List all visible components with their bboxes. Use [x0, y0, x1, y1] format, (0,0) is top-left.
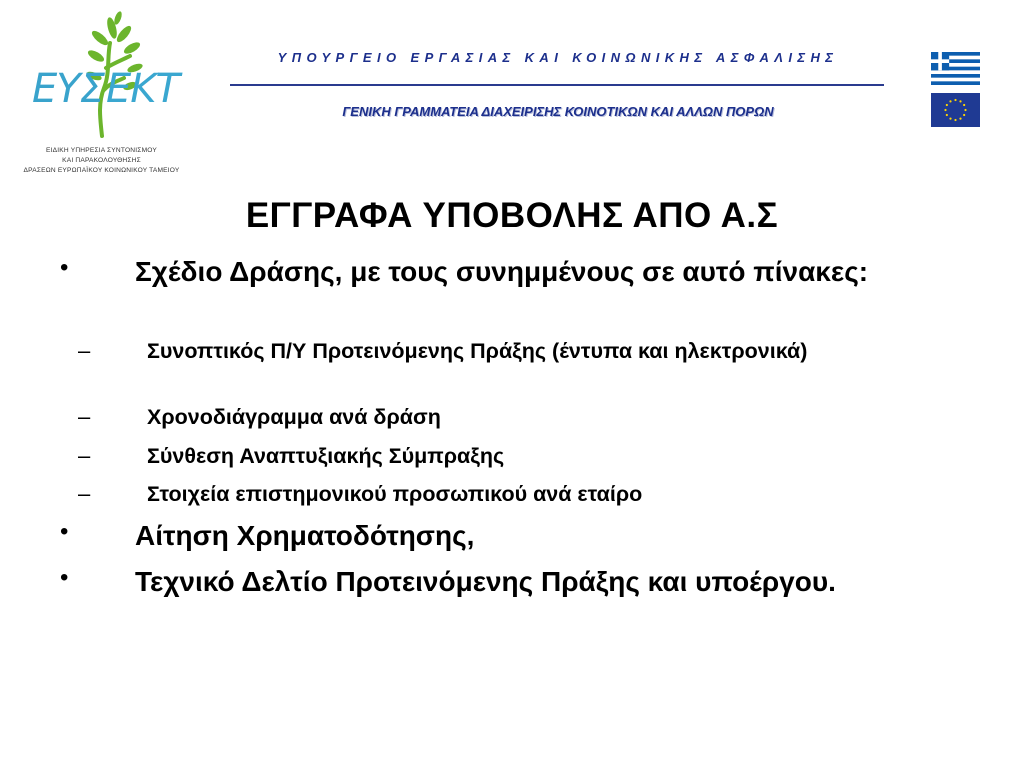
eu-star-icon: [959, 100, 961, 102]
dash-marker: –: [78, 338, 91, 363]
eu-star-icon: [963, 104, 965, 106]
logo-caption-line: ΕΙΔΙΚΗ ΥΠΗΡΕΣΙΑ ΣΥΝΤΟΝΙΣΜΟΥ: [46, 147, 157, 154]
bullet-item: Σχέδιο Δράσης, με τους συνημμένους σε αυτό πίνακες:: [135, 256, 869, 287]
bullet-marker: •: [60, 254, 69, 281]
logo-wordmark-left: ΕΥΣ: [32, 66, 104, 112]
logo-caption-line: ΔΡΑΣΕΩΝ ΕΥΡΩΠΑΪΚΟΥ ΚΟΙΝΩΝΙΚΟΥ ΤΑΜΕΙΟΥ: [23, 167, 180, 174]
dash-marker: –: [78, 443, 91, 468]
bullet-marker: •: [60, 518, 69, 545]
header-divider: [230, 84, 884, 86]
ministry-heading: ΥΠΟΥΡΓΕΙΟ ΕΡΓΑΣΙΑΣ ΚΑΙ ΚΟΙΝΩΝΙΚΗΣ ΑΣΦΑΛΙΣΗΣ: [277, 50, 839, 65]
logo-caption: [14, 146, 189, 176]
bullet-marker: •: [60, 564, 69, 591]
bullet-item: Αίτηση Χρηματοδότησης,: [135, 520, 475, 551]
eu-star-icon: [959, 118, 961, 120]
sub-bullet-item: Σύνθεση Αναπτυξιακής Σύμπραξης: [147, 444, 505, 468]
eu-star-icon: [944, 109, 946, 111]
eu-star-icon: [954, 119, 956, 121]
sub-bullet-item: Στοιχεία επιστημονικού προσωπικού ανά εταίρο: [147, 482, 643, 506]
eu-star-icon: [946, 114, 948, 116]
eu-star-icon: [963, 114, 965, 116]
logo-wordmark: [32, 66, 179, 112]
eu-star-icon: [954, 99, 956, 101]
eu-flag-icon: [931, 93, 980, 127]
bullet-item: Τεχνικό Δελτίο Προτεινόμενης Πράξης και υποέργου.: [135, 566, 836, 597]
greek-flag-icon: [931, 52, 980, 85]
eu-star-icon: [946, 104, 948, 106]
dash-marker: –: [78, 481, 91, 506]
logo-caption-line: ΚΑΙ ΠΑΡΑΚΟΛΟΥΘΗΣΗΣ: [62, 157, 141, 164]
eysekt-logo: [14, 8, 194, 180]
sub-bullet-item: Συνοπτικός Π/Υ Προτεινόμενης Πράξης (έντυπα και ηλεκτρονικά): [147, 339, 808, 363]
logo-wordmark-right: ΕΚΤ: [105, 66, 179, 112]
dash-marker: –: [78, 404, 91, 429]
eu-star-icon: [949, 118, 951, 120]
sub-bullet-item: Χρονοδιάγραμμα ανά δράση: [147, 405, 441, 429]
slide-title: ΕΓΓΡΑΦΑ ΥΠΟΒΟΛΗΣ ΑΠΟ Α.Σ: [245, 196, 779, 235]
eu-star-icon: [949, 100, 951, 102]
eu-star-icon: [964, 109, 966, 111]
secretariat-heading: ΓΕΝΙΚΗ ΓΡΑΜΜΑΤΕΙΑ ΔΙΑΧΕΙΡΙΣΗΣ ΚΟΙΝΟΤΙΚΩΝ ΚΑΙ ΑΛΛΩΝ ΠΟΡΩΝ: [342, 104, 774, 119]
